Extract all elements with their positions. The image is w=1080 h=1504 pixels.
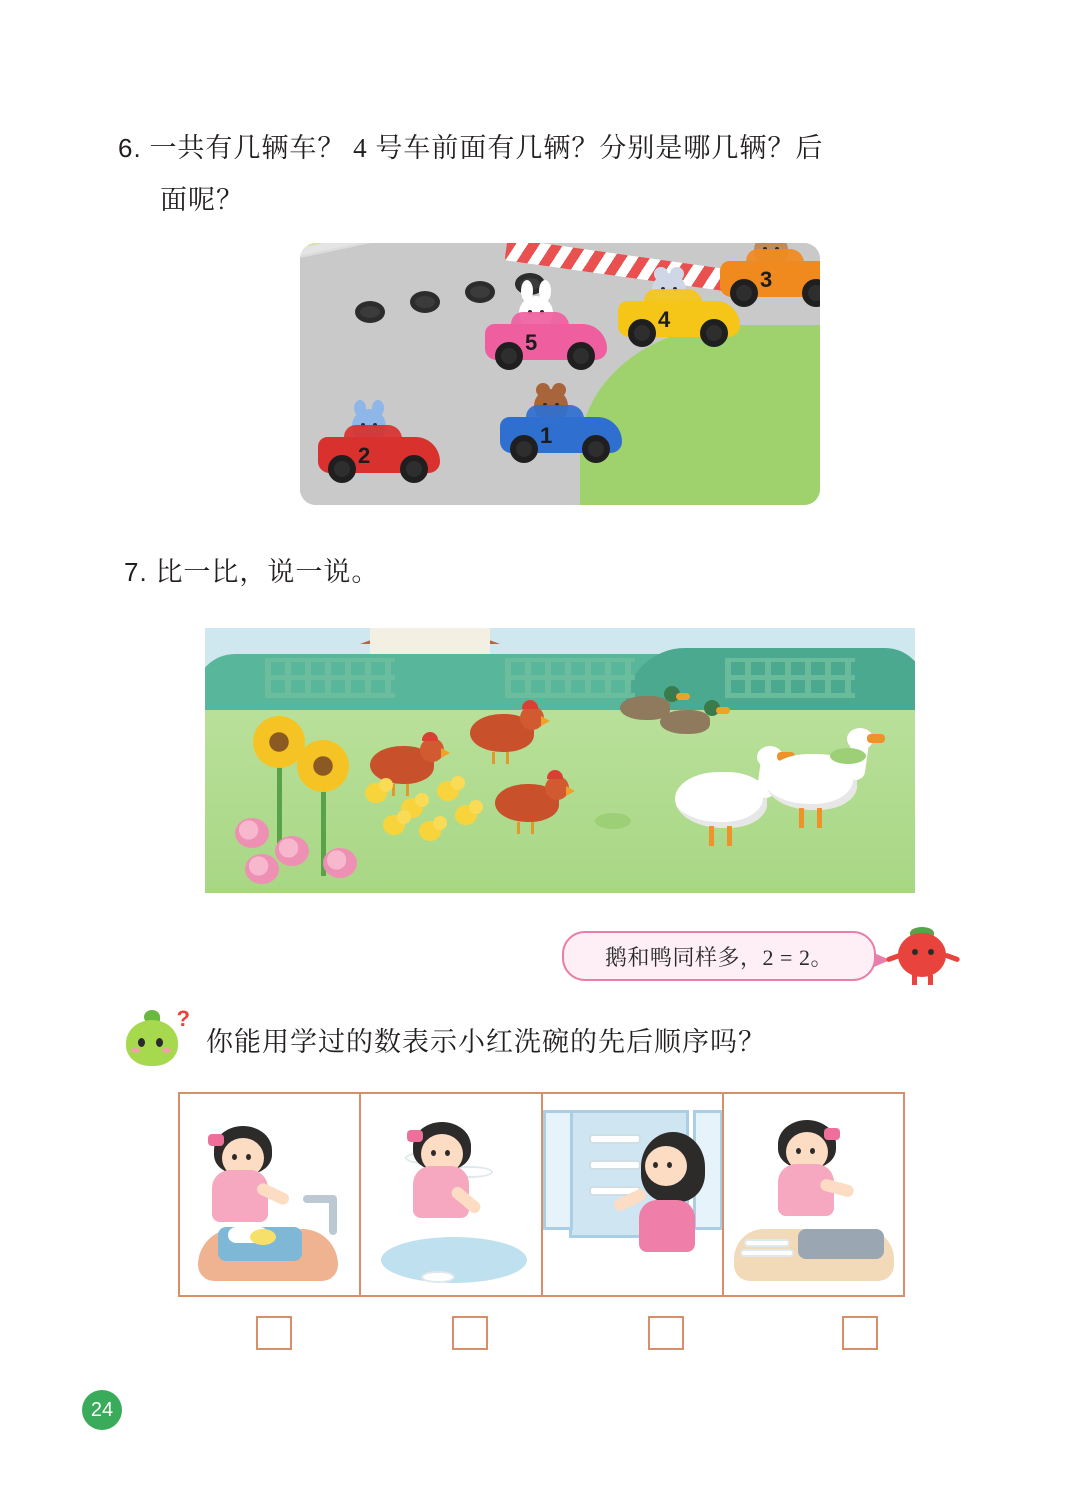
fence-icon	[505, 658, 635, 698]
car-number-label: 5	[525, 330, 538, 355]
exercise-6-text	[118, 122, 978, 226]
bush-icon	[830, 748, 866, 764]
exercise-6-question: 一共有几辆车？ 4 号车前面有几辆？分别是哪几辆？后	[149, 133, 824, 163]
exercise-7-text	[124, 550, 379, 589]
chick-icon	[383, 810, 411, 836]
panel-4[interactable]	[724, 1094, 903, 1295]
sequence-panel-strip	[178, 1092, 905, 1297]
farmyard-illustration	[205, 628, 915, 893]
car-1	[500, 401, 622, 463]
fence-icon	[265, 658, 395, 698]
chick-icon	[437, 776, 465, 802]
car-2	[318, 421, 440, 483]
car-number-label: 1	[540, 423, 553, 448]
think-prompt-text: 你能用学过的数表示小红洗碗的先后顺序吗？	[206, 1027, 766, 1057]
car-4	[618, 285, 740, 347]
exercise-7-question: 比一比，说一说。	[155, 557, 380, 587]
exercise-6-line-2: 面呢？	[160, 185, 244, 215]
car-number-label: 4	[658, 307, 671, 332]
rose-icon	[323, 848, 357, 878]
chick-icon	[455, 800, 483, 826]
rose-icon	[245, 854, 279, 884]
rose-icon	[235, 818, 269, 848]
question-mark-icon: ?	[176, 1006, 190, 1031]
tyre-icon	[465, 281, 495, 303]
bush-icon	[595, 813, 631, 829]
chick-icon	[365, 778, 393, 804]
exercise-6-number: 6.	[118, 133, 142, 163]
chick-icon	[419, 816, 447, 842]
answer-box-1[interactable]	[256, 1316, 292, 1350]
rose-icon	[275, 836, 309, 866]
tomato-mascot	[892, 925, 954, 985]
car-number-label: 3	[760, 267, 773, 292]
answer-box-3[interactable]	[648, 1316, 684, 1350]
car-number-label: 2	[358, 443, 371, 468]
tyre-icon	[410, 291, 440, 313]
panel-1[interactable]	[180, 1094, 361, 1295]
panel-2[interactable]	[361, 1094, 542, 1295]
exercise-6-line-1	[118, 122, 978, 174]
page-number-badge: 24	[82, 1390, 122, 1430]
answer-box-row	[178, 1316, 905, 1356]
tyre-icon	[355, 301, 385, 323]
speech-bubble	[562, 931, 876, 981]
goose-icon	[765, 728, 873, 828]
panel-3[interactable]	[543, 1094, 724, 1295]
answer-box-4[interactable]	[842, 1316, 878, 1350]
hen-icon	[495, 776, 569, 824]
speech-bubble-text: 鹅和鸭同样多，2 = 2。	[605, 944, 833, 970]
toy-car-race-illustration	[300, 243, 820, 505]
hen-icon	[470, 706, 544, 754]
answer-box-2[interactable]	[452, 1316, 488, 1350]
sunflower-icon	[297, 740, 349, 792]
car-5	[485, 308, 607, 370]
exercise-7-number: 7.	[124, 557, 148, 587]
fence-icon	[725, 658, 855, 698]
sprout-mascot	[122, 1006, 194, 1068]
duck-icon	[660, 700, 718, 736]
